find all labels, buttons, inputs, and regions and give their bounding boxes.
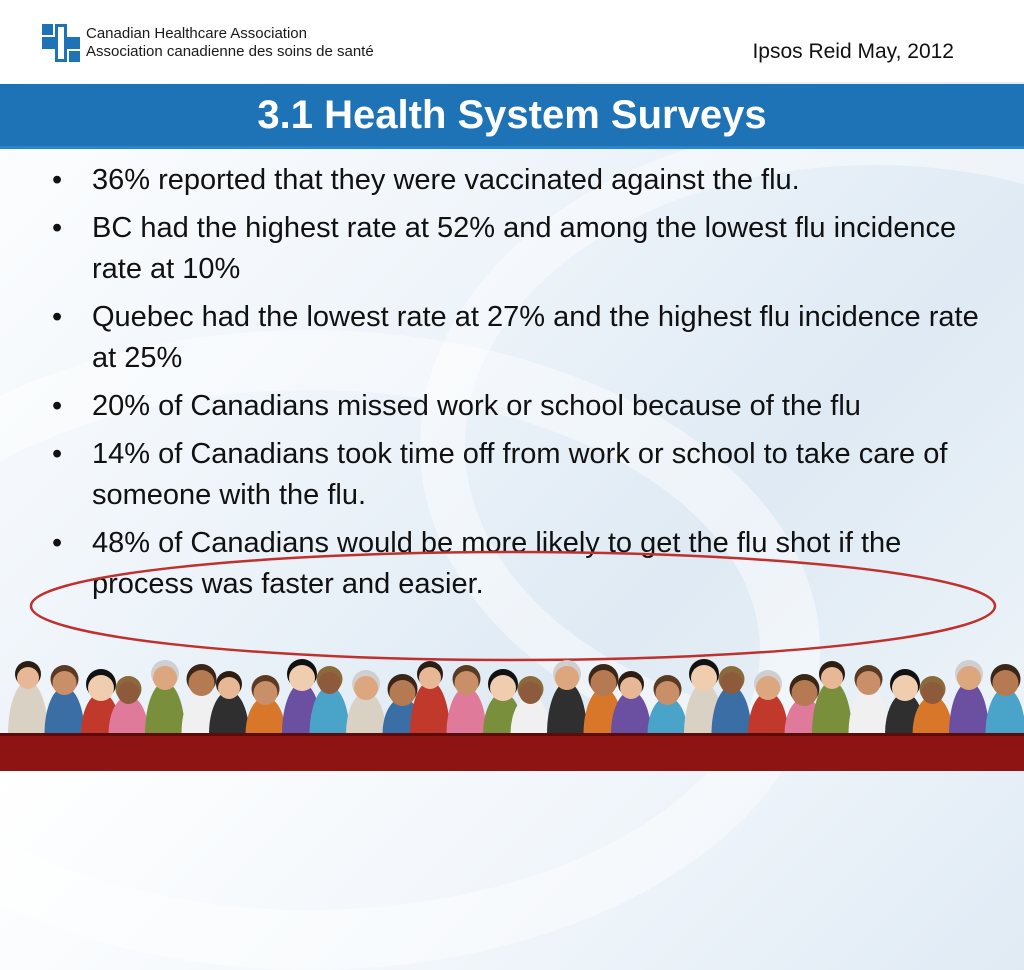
- person-face: [957, 666, 981, 690]
- person-face: [189, 670, 215, 696]
- person-face: [756, 676, 780, 700]
- person-face: [390, 680, 416, 706]
- source-citation: Ipsos Reid May, 2012: [752, 40, 954, 64]
- person-face: [520, 682, 542, 704]
- person-face: [118, 682, 140, 704]
- bullet-text: 36% reported that they were vaccinated against the flu.: [92, 164, 800, 196]
- bullet-item: [52, 386, 982, 427]
- org-name: [86, 25, 374, 61]
- person-face: [254, 681, 278, 705]
- person-face: [218, 677, 240, 699]
- bullet-text: 48% of Canadians would be more likely to get the flu shot if the process was faster and easier.: [92, 527, 901, 600]
- highlight-ellipse: [28, 548, 998, 664]
- people-banner: [0, 654, 1024, 734]
- person-face: [455, 671, 479, 695]
- person-face: [354, 676, 378, 700]
- bullet-list: [52, 160, 982, 612]
- bullet-item: [52, 208, 982, 290]
- bullet-marker: •: [52, 208, 62, 249]
- bullet-marker: •: [52, 434, 62, 475]
- bullet-text: 14% of Canadians took time off from work or school to take care of someone with the flu.: [92, 438, 947, 511]
- bullet-item: [52, 160, 982, 201]
- bullet-marker: •: [52, 386, 62, 427]
- slide-header: [0, 0, 1024, 82]
- bullet-item: [52, 297, 982, 379]
- title-bar: [0, 84, 1024, 149]
- person-face: [656, 681, 680, 705]
- person-face: [53, 671, 77, 695]
- bullet-item: [52, 434, 982, 516]
- slide-title: 3.1 Health System Surveys: [0, 84, 1024, 146]
- bullet-marker: •: [52, 297, 62, 338]
- person-face: [419, 667, 441, 689]
- person-face: [591, 670, 617, 696]
- person-face: [821, 667, 843, 689]
- bullet-text: BC had the highest rate at 52% and among the lowest flu incidence rate at 10%: [92, 212, 956, 285]
- person-face: [490, 675, 516, 701]
- cha-logo-icon: [42, 24, 80, 62]
- person-face: [620, 677, 642, 699]
- person-face: [555, 666, 579, 690]
- person-face: [88, 675, 114, 701]
- org-name-fr: Association canadienne des soins de santé: [86, 43, 374, 61]
- bullet-marker: •: [52, 160, 62, 201]
- person-face: [319, 672, 341, 694]
- org-name-en: Canadian Healthcare Association: [86, 25, 374, 43]
- person-face: [153, 666, 177, 690]
- person-face: [892, 675, 918, 701]
- person-face: [922, 682, 944, 704]
- footer-bar: [0, 733, 1024, 771]
- bullet-text: Quebec had the lowest rate at 27% and the highest flu incidence rate at 25%: [92, 301, 979, 374]
- person-face: [721, 672, 743, 694]
- person-face: [993, 670, 1019, 696]
- person-face: [17, 667, 39, 689]
- person-face: [792, 680, 818, 706]
- person-face: [289, 665, 315, 691]
- person-face: [857, 671, 881, 695]
- bullet-marker: •: [52, 523, 62, 564]
- person-face: [691, 665, 717, 691]
- bullet-text: 20% of Canadians missed work or school because of the flu: [92, 390, 861, 422]
